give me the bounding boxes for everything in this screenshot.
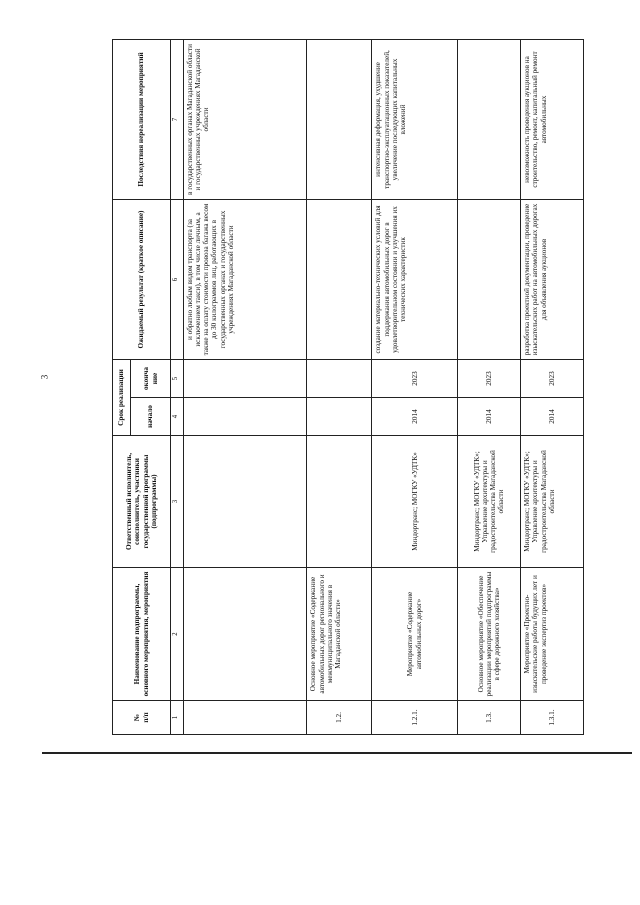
row-name: Мероприятие «Проектно-изыскательские работы будущих лет и проведение экспертиз проектов»: [521, 568, 584, 701]
row-start: 2014: [521, 398, 584, 436]
rotated-table-container: [112, 40, 584, 735]
column-numbers-row: [171, 40, 184, 735]
row-num: 1.3.: [458, 701, 521, 735]
row-start: [307, 398, 372, 436]
header-result: Ожидаемый результат (краткое описание): [113, 200, 171, 360]
header-name: Наименование подпрограммы, основного мероприятия, мероприятия: [113, 568, 171, 701]
row-consequences: в государственных органах Магаданской области и государственных учреждениях Магаданской области: [183, 40, 307, 200]
row-executor: Миндортранс; МОГКУ «УДТК»; Управление архитектуры и градостроительства Магаданской области: [521, 436, 584, 568]
row-end: [307, 360, 372, 398]
row-end: 2023: [458, 360, 521, 398]
column-number: 7: [171, 40, 184, 200]
row-consequences: невозможность проведения аукционов на строительство, ремонт, капитальный ремонт автомобильных: [521, 40, 584, 200]
page-divider-line: [42, 752, 632, 754]
row-result: и обратно любым видом транспорта (за исключением такси), в том числе личным, а также на оплату стоимости провоза багажа весом до 30 килограммов лиц, работающих в государственных органах и государственных учреждениях Магаданской области: [183, 200, 307, 360]
table-row: [307, 40, 372, 735]
header-consequences: Последствия нереализации мероприятий: [113, 40, 171, 200]
row-start: 2014: [372, 398, 458, 436]
column-number: 6: [171, 200, 184, 360]
table-row: [372, 40, 458, 735]
header-start: начало: [131, 398, 171, 436]
row-consequences: интенсивная деформация, ухудшение транспортно-эксплуатационных показателей, увеличение последующих капитальных вложений: [372, 40, 458, 200]
row-executor: [183, 436, 307, 568]
table-row: [183, 40, 307, 735]
header-executor: Ответственный исполнитель, соисполнитель, участники государственной программы (подпрограммы): [113, 436, 171, 568]
row-name: Основное мероприятие «Содержание автомобильных дорог регионального и межмуниципального значения в Магаданской области»: [307, 568, 372, 701]
row-result: разработка проектной документации, проведение изыскательских работ на автомобильных дорогах для объявления аукционов: [521, 200, 584, 360]
row-end: [183, 360, 307, 398]
header-term: Срок реализации: [113, 360, 131, 436]
column-number: 5: [171, 360, 184, 398]
header-num: № п/п: [113, 701, 171, 735]
program-activities-table: [112, 39, 584, 735]
row-result: [307, 200, 372, 360]
row-num: [183, 701, 307, 735]
row-executor: [307, 436, 372, 568]
column-number: 3: [171, 436, 184, 568]
row-executor: Миндортранс; МОГКУ «УДТК»: [372, 436, 458, 568]
row-consequences: [307, 40, 372, 200]
row-num: 1.2.1.: [372, 701, 458, 735]
row-executor: Миндортранс; МОГКУ «УДТК»; Управление архитектуры и градостроительства Магаданской области: [458, 436, 521, 568]
column-number: 2: [171, 568, 184, 701]
row-end: 2023: [372, 360, 458, 398]
column-number: 4: [171, 398, 184, 436]
row-name: Основное мероприятие «Обеспечение реализации мероприятий подпрограммы в сфере дорожного хозяйства»: [458, 568, 521, 701]
row-result: [458, 200, 521, 360]
row-end: 2023: [521, 360, 584, 398]
row-name: [183, 568, 307, 701]
row-consequences: [458, 40, 521, 200]
row-num: 1.3.1.: [521, 701, 584, 735]
table-row: [458, 40, 521, 735]
page-number: 3: [39, 374, 50, 380]
row-start: 2014: [458, 398, 521, 436]
row-result: создание материально-технических условий для поддержания автомобильных дорог в удовлетворительном состоянии и улучшения их технических характеристик: [372, 200, 458, 360]
row-start: [183, 398, 307, 436]
column-number: 1: [171, 701, 184, 735]
header-end: оконча ние: [131, 360, 171, 398]
row-num: 1.2.: [307, 701, 372, 735]
row-name: Мероприятие «Содержание автомобильных дорог»: [372, 568, 458, 701]
table-row: [521, 40, 584, 735]
